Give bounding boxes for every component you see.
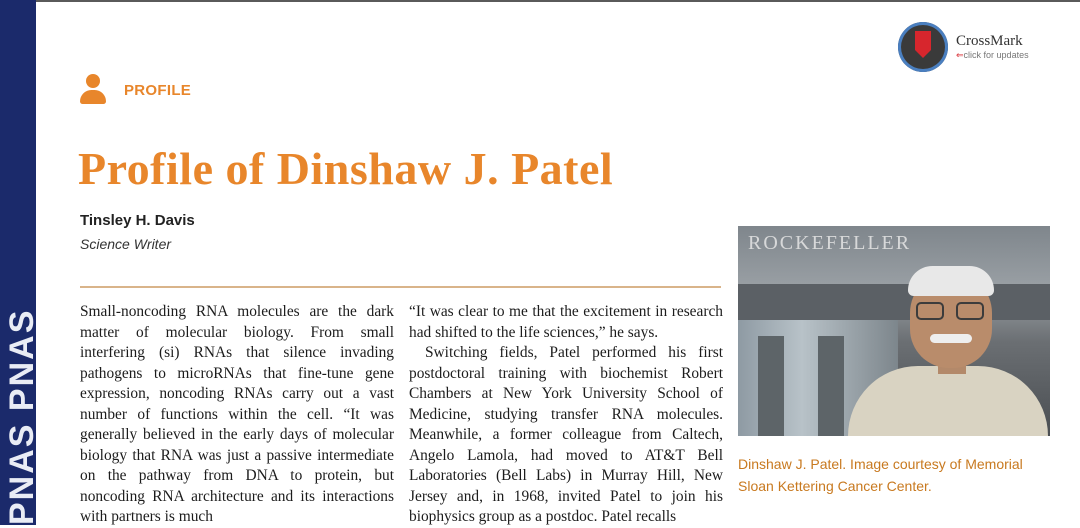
journal-name: PNAS PNAS [3,308,41,525]
body-column-1 [80,302,394,528]
paragraph: “It was clear to me that the excitement in research had shifted to the life sciences,” he says. [409,303,723,341]
crossmark-badge[interactable] [898,22,1029,72]
building-sign: ROCKEFELLER [748,232,912,254]
figure-caption: Dinshaw J. Patel. Image courtesy of Memorial Sloan Kettering Cancer Center. [738,456,1023,494]
header-divider [80,286,721,288]
crossmark-subtitle: ⇐click for updates [956,50,1029,60]
profile-photo [738,226,1050,436]
author-role: Science Writer [80,236,172,252]
top-rule [36,0,1080,2]
article-category [78,74,191,106]
author-name: Tinsley H. Davis [80,212,195,229]
article-title: Profile of Dinshaw J. Patel [78,143,614,194]
paragraph: Switching fields, Patel performed his first postdoctoral training with biochemist Robert Chambers at New York University School of Medicine, studying transfer RNA molecules. Meanwhile, a former colleague from Caltech, Angelo Lamola, had moved to AT&T Bell Laboratories (Bell Labs) in Murray Hill, New Jersey and, in 1968, invited Patel to join his biophysics group as a postdoc. Patel recalls [409,344,723,525]
category-label: PROFILE [124,81,192,99]
arrow-left-icon: ⇐ [956,50,964,60]
person-icon [78,74,108,106]
journal-sidebar [0,0,41,525]
crossmark-title: CrossMark [956,33,1023,49]
crossmark-icon [898,22,948,72]
paragraph: Small-noncoding RNA molecules are the dark matter of molecular biology. From small interfering (si) RNAs that silence invading pathogens to microRNAs that fine-tune gene expression, noncoding RNAs carry out a vast number of functions within the cell. “It was generally believed in the early days of molecular biology that RNA was just a passive intermediate on the pathway from DNA to protein, but noncoding RNA architecture and its interactions with partners is much [80,303,394,525]
body-column-2 [409,302,723,528]
